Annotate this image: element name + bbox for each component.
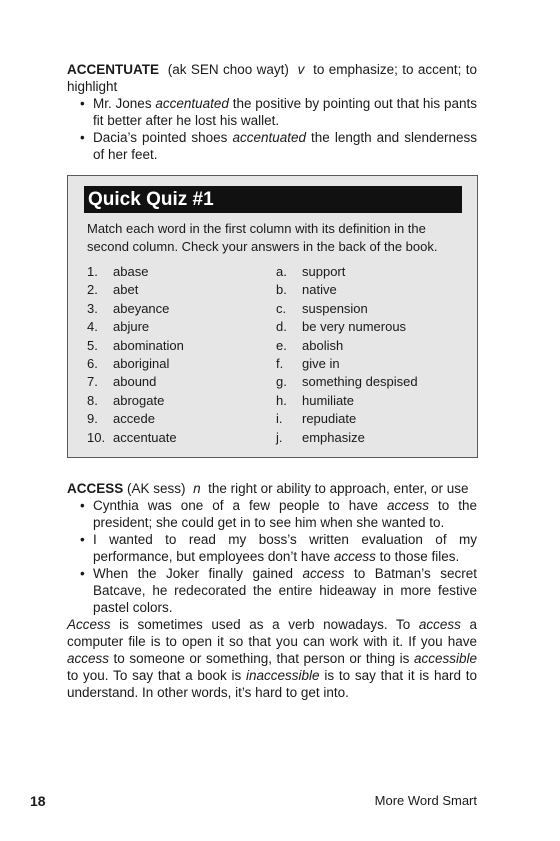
quiz-word-row: 1. abase	[87, 264, 149, 279]
quiz-word-row: 2. abet	[87, 282, 139, 298]
running-footer-title: More Word Smart	[374, 793, 477, 808]
example-list	[67, 497, 477, 616]
entry-definition-line	[67, 480, 477, 497]
entry-pronunciation: (AK sess)	[127, 481, 186, 496]
entry-access	[67, 480, 477, 701]
quiz-definition-row: g. something despised	[276, 374, 418, 390]
quiz-definition-row: i. repudiate	[276, 411, 357, 427]
quiz-word-row: 5. abomination	[87, 337, 184, 353]
entry-definition: the right or ability to approach, enter, or use	[208, 481, 469, 496]
quiz-word-row: 7. abound	[87, 374, 157, 390]
quiz-definition-row: e. abolish	[276, 337, 344, 353]
example-item: • Dacia’s pointed shoes accentuated the length and slenderness of her feet.	[67, 129, 477, 163]
quiz-definition-row: a. support	[276, 264, 346, 279]
quiz-title: Quick Quiz #1	[84, 186, 462, 213]
quiz-word-row: 4. abjure	[87, 319, 150, 335]
example-item: • When the Joker finally gained access to Batman’s secret Batcave, he redecorated the entire hideaway in more festive pastel colors.	[67, 565, 477, 616]
quiz-word-row: 8. abrogate	[87, 392, 165, 408]
quick-quiz-box	[67, 175, 478, 458]
example-item: • I wanted to read my boss’s written evaluation of my performance, but employees don’t have access to those files.	[67, 531, 477, 565]
example-list	[67, 95, 477, 163]
quiz-definition-column	[276, 263, 456, 447]
quiz-definition-row: b. native	[276, 282, 337, 298]
example-item: • Cynthia was one of a few people to have access to the president; she could get in to see him when she wanted to.	[67, 497, 477, 531]
entry-word: ACCENTUATE	[67, 62, 159, 77]
entry-word: ACCESS	[67, 481, 124, 496]
quiz-definition-row: d. be very numerous	[276, 319, 407, 335]
entry-accentuate	[67, 61, 477, 163]
quiz-word-row: 3. abeyance	[87, 300, 170, 316]
entry-pronunciation: (ak SEN choo wayt)	[167, 62, 289, 77]
quiz-instructions: Match each word in the first column with its definition in the second column. Check your answers in the back of the book.	[87, 221, 438, 254]
entry-definition-line	[67, 61, 477, 95]
entry-definition: to emphasize; to accent; to highlight	[67, 62, 477, 94]
entry-part-of-speech: n	[193, 481, 201, 496]
example-item: • Mr. Jones accentuated the positive by pointing out that his pants fit better after he lost his wallet.	[67, 95, 477, 129]
entry-part-of-speech: v	[297, 62, 305, 77]
quiz-definition-row: f. give in	[276, 355, 340, 371]
quiz-word-column	[87, 263, 267, 447]
usage-note: Access is sometimes used as a verb nowadays. To access a computer file is to open it so that you can work with it. If you have access to someone or something, that person or thing is accessible to you. To say that a book is inaccessible is to say that it is hard to understand. In other words, it’s hard to get into.	[67, 617, 477, 700]
quiz-word-row: 6. aboriginal	[87, 355, 170, 371]
quiz-word-row: 10. accentuate	[87, 429, 177, 445]
quiz-word-row: 9. accede	[87, 411, 155, 427]
quiz-definition-row: c. suspension	[276, 300, 368, 316]
quiz-definition-row: j. emphasize	[276, 429, 365, 445]
quiz-definition-row: h. humiliate	[276, 392, 355, 408]
page-number: 18	[30, 793, 46, 809]
